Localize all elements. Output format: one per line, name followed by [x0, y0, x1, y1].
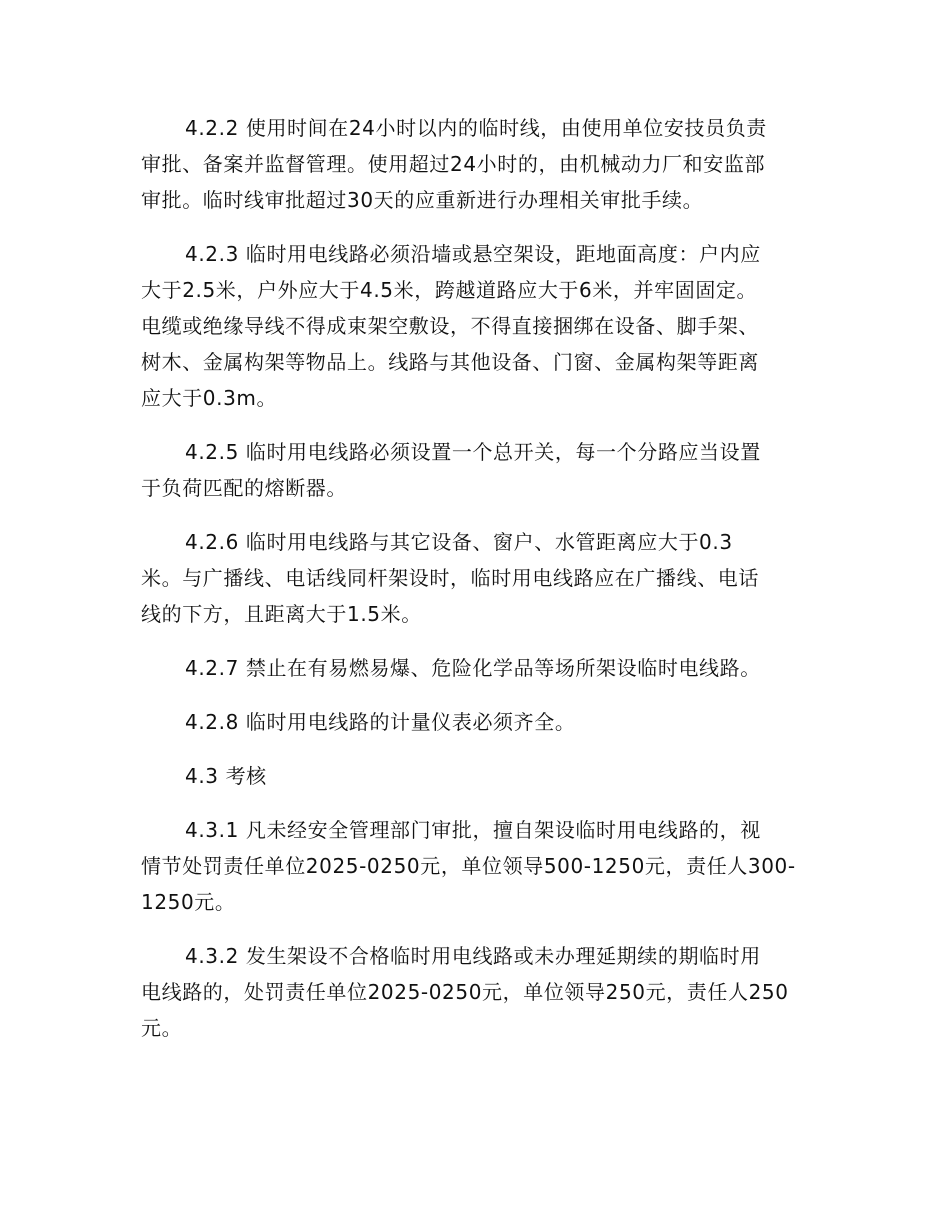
paragraph-4-2-3 — [141, 236, 811, 416]
text-line: 4.3.2 发生架设不合格临时用电线路或未办理延期续的期临时用 — [185, 944, 761, 968]
text-line: 4.2.2 使用时间在24小时以内的临时线，由使用单位安技员负责 — [185, 116, 767, 140]
text-line: 米。与广播线、电话线同杆架设时，临时用电线路应在广播线、电话 — [141, 566, 759, 590]
paragraph-4-2-7 — [141, 650, 811, 686]
text-line: 1250元。 — [141, 890, 236, 914]
text-line: 4.2.6 临时用电线路与其它设备、窗户、水管距离应大于0.3 — [185, 530, 733, 554]
paragraph-4-2-6 — [141, 524, 811, 632]
text-line: 元。 — [141, 1016, 183, 1040]
text-line: 4.2.3 临时用电线路必须沿墙或悬空架设，距地面高度：户内应 — [185, 242, 761, 266]
text-line: 4.3 考核 — [185, 764, 267, 788]
text-line: 于负荷匹配的熔断器。 — [141, 476, 347, 500]
text-line: 情节处罚责任单位2025-0250元，单位领导500-1250元，责任人300- — [141, 854, 796, 878]
text-line: 线的下方，且距离大于1.5米。 — [141, 602, 422, 626]
paragraph-4-2-5 — [141, 434, 811, 506]
text-line: 4.2.7 禁止在有易燃易爆、危险化学品等场所架设临时电线路。 — [185, 656, 761, 680]
paragraph-4-3-2 — [141, 938, 811, 1046]
text-line: 电线路的，处罚责任单位2025-0250元，单位领导250元，责任人250 — [141, 980, 789, 1004]
text-line: 树木、金属构架等物品上。线路与其他设备、门窗、金属构架等距离 — [141, 350, 759, 374]
section-heading-4-3 — [141, 758, 811, 794]
text-line: 电缆或绝缘导线不得成束架空敷设，不得直接捆绑在设备、脚手架、 — [141, 314, 759, 338]
text-line: 审批、备案并监督管理。使用超过24小时的，由机械动力厂和安监部 — [141, 152, 766, 176]
text-line: 审批。临时线审批超过30天的应重新进行办理相关审批手续。 — [141, 188, 704, 212]
paragraph-4-2-2 — [141, 110, 811, 218]
text-line: 4.3.1 凡未经安全管理部门审批，擅自架设临时用电线路的，视 — [185, 818, 761, 842]
document-body — [141, 110, 811, 1064]
text-line: 应大于0.3m。 — [141, 386, 278, 410]
paragraph-4-2-8 — [141, 704, 811, 740]
text-line: 大于2.5米，户外应大于4.5米，跨越道路应大于6米，并牢固固定。 — [141, 278, 758, 302]
text-line: 4.2.5 临时用电线路必须设置一个总开关，每一个分路应当设置 — [185, 440, 761, 464]
paragraph-4-3-1 — [141, 812, 811, 920]
text-line: 4.2.8 临时用电线路的计量仪表必须齐全。 — [185, 710, 576, 734]
